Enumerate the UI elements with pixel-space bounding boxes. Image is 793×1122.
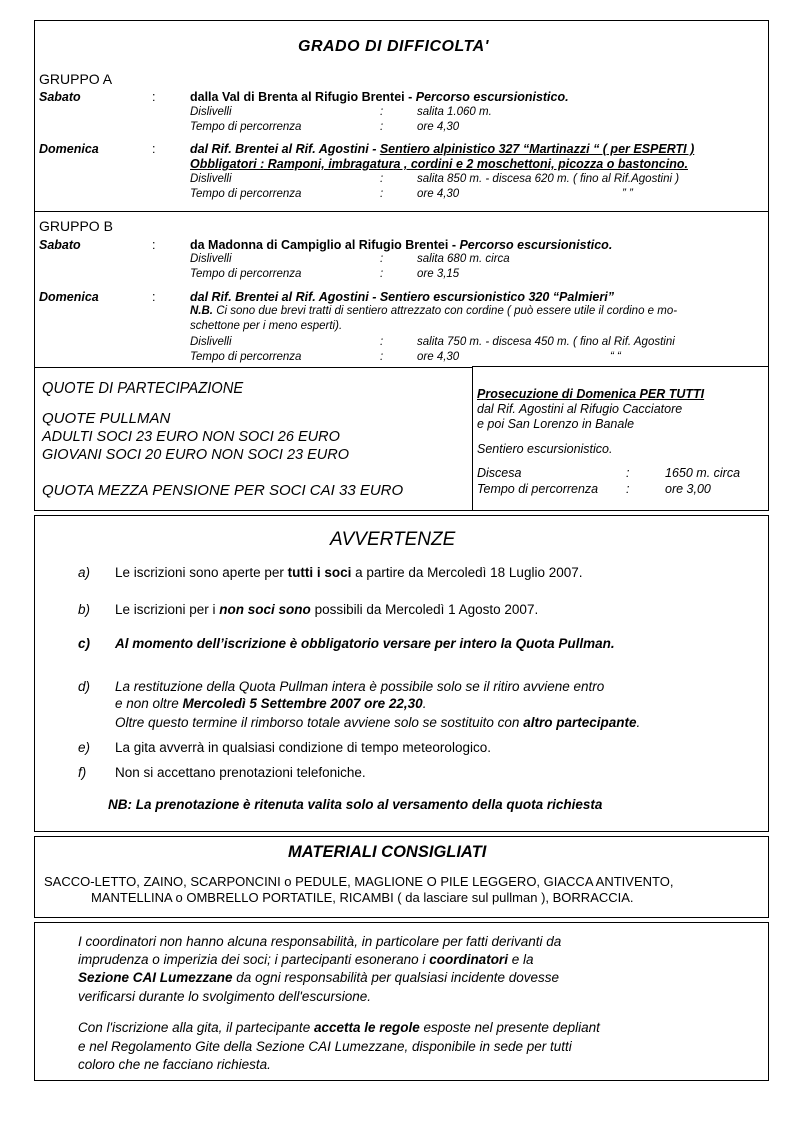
avvertenza-a	[115, 565, 583, 580]
route-type: Percorso escursionistico.	[459, 238, 613, 252]
resp-p1-l2	[78, 951, 533, 969]
gruppo-b-domenica-sep: :	[152, 290, 156, 304]
item-letter: a)	[78, 565, 91, 580]
text: Le iscrizioni per i	[115, 602, 220, 617]
dislivelli-value: salita 680 m. circa	[417, 253, 510, 265]
gruppo-b-sabato-route	[190, 238, 612, 252]
ditto-marks: ” ”	[622, 188, 633, 200]
colon: :	[380, 351, 384, 363]
colon: :	[380, 268, 384, 280]
avvertenza-d-line1: La restituzione della Quota Pullman intera è possibile solo se il ritiro avviene entro	[115, 679, 605, 694]
item-letter: f)	[78, 765, 87, 780]
text: .	[422, 696, 427, 711]
prosecuzione-line2: e poi San Lorenzo in Banale	[477, 417, 635, 431]
dislivelli-label: Dislivelli	[190, 106, 232, 118]
prosecuzione-line1: dal Rif. Agostini al Rifugio Cacciatore	[477, 402, 683, 416]
prosecuzione-tempo-label: Tempo di percorrenza	[477, 482, 599, 496]
resp-p1-l1: I coordinatori non hanno alcuna responsabilità, in particolare per fatti derivanti da	[78, 934, 562, 949]
colon: :	[380, 106, 384, 118]
avvertenza-d-line3	[115, 715, 640, 730]
dislivelli-label: Dislivelli	[190, 336, 232, 348]
route-main: da Madonna di Campiglio al Rifugio Brentei -	[190, 238, 460, 252]
item-letter: e)	[78, 740, 91, 755]
gruppo-a-label: GRUPPO A	[39, 71, 113, 87]
gruppo-b-domenica-day: Domenica	[39, 290, 99, 304]
ditto-marks: “ “	[610, 351, 621, 363]
text: e non oltre	[115, 696, 183, 711]
text: da ogni responsabilità per qualsiasi incidente dovesse	[232, 970, 560, 985]
tempo-value: ore 4,30	[417, 351, 460, 363]
gruppo-a-domenica-sep: :	[152, 142, 156, 156]
prosecuzione-tempo-value: ore 3,00	[665, 482, 711, 496]
tempo-value: ore 4,30	[417, 188, 460, 200]
colon: :	[380, 188, 384, 200]
avvertenza-b	[115, 602, 538, 617]
text: imprudenza o imperizia dei soci; i partecipanti esonerano i	[78, 952, 430, 967]
divider	[472, 366, 769, 367]
item-letter: c)	[78, 636, 91, 651]
text-bold: tutti i soci	[287, 565, 352, 580]
grado-title: GRADO DI DIFFICOLTA'	[298, 38, 489, 55]
route-main: dalla Val di Brenta al Rifugio Brentei -	[190, 90, 416, 104]
divider	[34, 211, 769, 212]
resp-p1-l4: verificarsi durante lo svolgimento dell'escursione.	[78, 989, 371, 1004]
nb-text-2: schettone per i meno esperti).	[190, 320, 343, 332]
route-main: dal Rif. Brentei al Rif. Agostini -	[190, 142, 380, 156]
quote-adulti: ADULTI SOCI 23 EURO NON SOCI 26 EURO	[42, 429, 340, 445]
tempo-value: ore 4,30	[417, 121, 460, 133]
avvertenze-nb: NB: La prenotazione è ritenuta valita solo al versamento della quota richiesta	[108, 797, 603, 812]
avvertenza-e: La gita avverrà in qualsiasi condizione di tempo meteorologico.	[115, 740, 491, 755]
text: possibili da Mercoledì 1 Agosto 2007.	[310, 602, 539, 617]
discesa-value: 1650 m. circa	[665, 466, 741, 480]
text-bold: Mercoledì 5 Settembre 2007 ore 22,30	[182, 696, 423, 711]
gruppo-b-sabato-sep: :	[152, 238, 156, 252]
obbligatori: Obbligatori : Ramponi, imbragatura , cordini e 2 moschettoni, picozza o bastoncino.	[190, 157, 688, 171]
materiali-line2: MANTELLINA o OMBRELLO PORTATILE, RICAMBI ( da lasciare sul pullman ), BORRACCIA.	[91, 890, 634, 905]
prosecuzione-tempo-sep: :	[626, 482, 630, 496]
colon: :	[380, 336, 384, 348]
nb-text: Ci sono due brevi tratti di sentiero attrezzato con cordine ( può essere utile il cordino e mo-	[213, 305, 678, 317]
route-type: Percorso escursionistico.	[415, 90, 569, 104]
nb-note	[190, 305, 677, 317]
text-bold: coordinatori	[429, 952, 508, 967]
text: .	[636, 715, 641, 730]
quote-pullman-title: QUOTE PULLMAN	[42, 410, 171, 427]
avvertenza-d-line2	[115, 696, 426, 711]
text: esposte nel presente depliant	[419, 1020, 600, 1035]
colon: :	[380, 253, 384, 265]
tempo-label: Tempo di percorrenza	[190, 188, 302, 200]
gruppo-a-sabato-route	[190, 90, 569, 104]
resp-p1-l3	[78, 969, 559, 987]
tempo-label: Tempo di percorrenza	[190, 121, 302, 133]
text-bold: accetta le regole	[313, 1020, 420, 1035]
quote-giovani: GIOVANI SOCI 20 EURO NON SOCI 23 EURO	[42, 447, 349, 463]
text: e la	[507, 952, 534, 967]
quote-title: QUOTE DI PARTECIPAZIONE	[42, 380, 244, 397]
materiali-line1: SACCO-LETTO, ZAINO, SCARPONCINI o PEDULE, MAGLIONE O PILE LEGGERO, GIACCA ANTIVENTO,	[44, 874, 674, 889]
resp-p2-l3: coloro che ne facciano richiesta.	[78, 1057, 271, 1072]
item-letter: b)	[78, 602, 91, 617]
avvertenza-f: Non si accettano prenotazioni telefoniche.	[115, 765, 366, 780]
gruppo-a-sabato-sep: :	[152, 90, 156, 104]
nb-label: N.B.	[190, 305, 213, 317]
prosecuzione-sentiero: Sentiero escursionistico.	[477, 442, 613, 456]
text-bold: altro partecipante	[523, 715, 637, 730]
avvertenze-title: AVVERTENZE	[330, 529, 456, 550]
avvertenza-c: Al momento dell’iscrizione è obbligatorio versare per intero la Quota Pullman.	[115, 636, 615, 651]
gruppo-a-sabato-day: Sabato	[39, 90, 81, 104]
resp-p2-l2: e nel Regolamento Gite della Sezione CAI Lumezzane, disponibile in sede per tutti	[78, 1039, 572, 1054]
discesa-sep: :	[626, 466, 630, 480]
text: Le iscrizioni sono aperte per	[115, 565, 288, 580]
prosecuzione-title: Prosecuzione di Domenica PER TUTTI	[477, 387, 705, 401]
quote-mezza-pensione: QUOTA MEZZA PENSIONE PER SOCI CAI 33 EURO	[42, 482, 404, 499]
text-bold: Sezione CAI Lumezzane	[78, 970, 233, 985]
text: Con l'iscrizione alla gita, il partecipante	[78, 1020, 314, 1035]
gruppo-b-sabato-day: Sabato	[39, 238, 81, 252]
gruppo-b-domenica-route: dal Rif. Brentei al Rif. Agostini - Sentiero escursionistico 320 “Palmieri”	[190, 290, 614, 304]
resp-p2-l1	[78, 1019, 600, 1037]
gruppo-a-domenica-day: Domenica	[39, 142, 99, 156]
dislivelli-value: salita 850 m. - discesa 620 m. ( fino al Rif.Agostini )	[417, 173, 680, 185]
tempo-label: Tempo di percorrenza	[190, 351, 302, 363]
text: Oltre questo termine il rimborso totale avviene solo se sostituito con	[115, 715, 524, 730]
colon: :	[380, 173, 384, 185]
materiali-title: MATERIALI CONSIGLIATI	[288, 843, 487, 861]
dislivelli-label: Dislivelli	[190, 173, 232, 185]
route-sentiero: Sentiero alpinistico 327 “Martinazzi “ ( per ESPERTI )	[379, 142, 695, 156]
discesa-label: Discesa	[477, 466, 522, 480]
text: a partire da Mercoledì 18 Luglio 2007.	[351, 565, 583, 580]
gruppo-b-label: GRUPPO B	[39, 218, 113, 234]
dislivelli-label: Dislivelli	[190, 253, 232, 265]
dislivelli-value: salita 750 m. - discesa 450 m. ( fino al Rif. Agostini	[417, 336, 675, 348]
avvertenze-section	[34, 515, 769, 832]
tempo-value: ore 3,15	[417, 268, 460, 280]
tempo-label: Tempo di percorrenza	[190, 268, 302, 280]
text-bold: non soci sono	[219, 602, 311, 617]
item-letter: d)	[78, 679, 91, 694]
dislivelli-value: salita 1.060 m.	[417, 106, 492, 118]
gruppo-a-domenica-route	[190, 142, 694, 156]
colon: :	[380, 121, 384, 133]
